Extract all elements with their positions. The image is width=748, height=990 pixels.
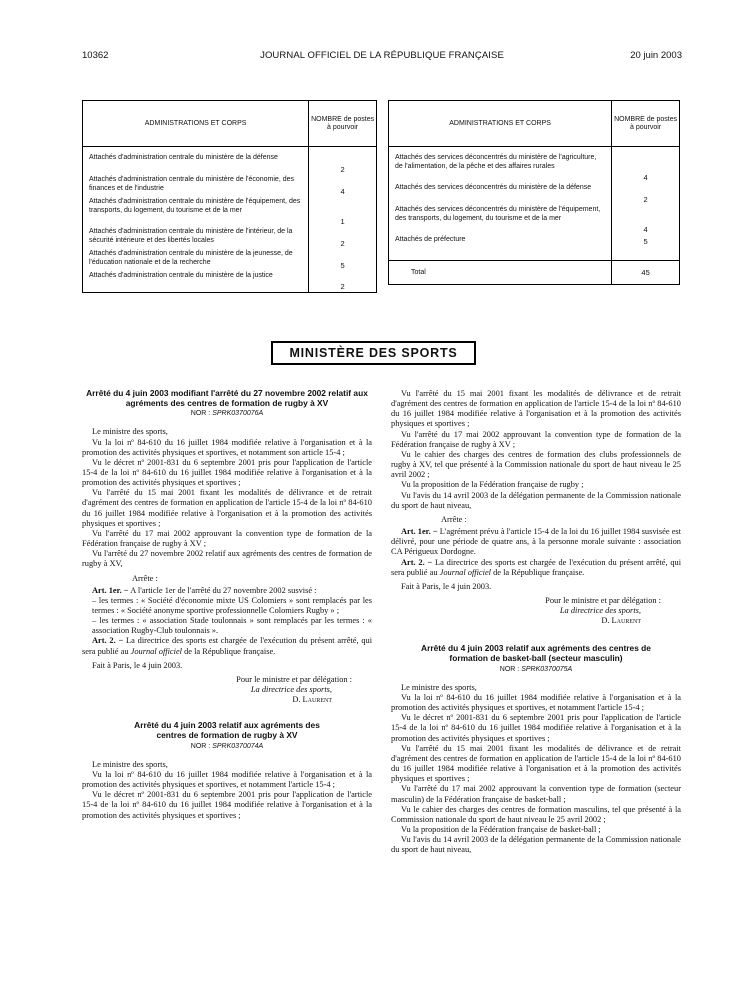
total-label: Total bbox=[389, 261, 612, 285]
decree-title: Arrêté du 4 juin 2003 modifiant l'arrêté du 27 novembre 2002 relatif aux agréments des centres de formation de rugby à XV bbox=[86, 388, 368, 408]
arrete-label: Arrête : bbox=[132, 573, 158, 583]
table-row-name: Attachés d'administration centrale du ministère de l'économie, des finances et de l'industrie bbox=[83, 175, 309, 197]
ministry-banner: MINISTÈRE DES SPORTS bbox=[271, 341, 476, 365]
col-header-administrations: ADMINISTRATIONS ET CORPS bbox=[83, 101, 309, 147]
table-row-count: 5 bbox=[612, 235, 680, 247]
article-2: Art. 2. − La directrice des sports est chargée de l'exécution du présent arrêté, qui sera publié au Journal officiel de la République française. bbox=[82, 636, 373, 656]
date-line: Fait à Paris, le 4 juin 2003. bbox=[92, 660, 183, 670]
decree-title: Arrêté du 4 juin 2003 relatif aux agréments des centres de formation de rugby à XV bbox=[134, 720, 320, 740]
table-row-count: 4 bbox=[612, 205, 680, 235]
paragraph: Vu la loi nº 84-610 du 16 juillet 1984 modifiée relative à l'organisation et à la promotion des activités physiques et sportives, et notamment l'article 15-4 ; bbox=[82, 769, 372, 790]
paragraph: Vu la loi nº 84-610 du 16 juillet 1984 modifiée relative à l'organisation et à la promotion des activités physiques et sportives, et notamment l'article 15-4 ; bbox=[391, 692, 681, 713]
table-row-name: Attachés des services déconcentrés du ministère de l'agriculture, de l'alimentation, de la pêche et des affaires rurales bbox=[389, 153, 612, 183]
issue-date: 20 juin 2003 bbox=[630, 50, 682, 61]
paragraph: Vu le cahier des charges des centres de formation masculins, tel que présenté à la Commission nationale du sport de haut niveau le 25 avril 2002 ; bbox=[391, 804, 681, 824]
arrete-label: Arrête : bbox=[441, 514, 467, 524]
right-text-column bbox=[391, 389, 681, 855]
paragraph: Vu le décret nº 2001-831 du 6 septembre 2001 pris pour l'application de l'article 15-4 de la loi nº 84-610 du 16 juillet 1984 modifiée relative à l'organisation et à la promotion des activités physiques et sportives ; bbox=[82, 790, 372, 820]
paragraph: Vu la loi nº 84-610 du 16 juillet 1984 modifiée relative à l'organisation et à la promotion des activités physiques et sportives, et notamment son article 15-4 ; bbox=[82, 437, 372, 457]
col-header-administrations: ADMINISTRATIONS ET CORPS bbox=[389, 101, 612, 147]
nor-reference: NOR : SPRK0370076A bbox=[190, 410, 264, 418]
paragraph: Vu le cahier des charges des centres de formation des clubs professionnels de rugby à XV, tel que présenté à la Commission nationale du sport de haut niveau le 25 avril 2002 ; bbox=[391, 449, 681, 480]
paragraph: Vu l'avis du 14 avril 2003 de la délégation permanente de la Commission nationale du sport de haut niveau, bbox=[391, 490, 681, 510]
table-row-count: 2 bbox=[309, 271, 377, 293]
nor-reference: NOR : SPRK0370075A bbox=[499, 665, 573, 673]
paragraph: Vu la proposition de la Fédération française de basket-ball ; bbox=[401, 824, 601, 834]
total-value: 45 bbox=[612, 261, 680, 285]
table-row-name: Attachés d'administration centrale du ministère de la défense bbox=[83, 153, 309, 175]
signature-role: La directrice des sports, bbox=[250, 685, 332, 695]
paragraph: Vu l'arrêté du 15 mai 2001 fixant les modalités de délivrance et de retrait d'agrément des centres de formation en application de l'article 15-4 de la loi nº 84-610 du 16 juillet 1984 modifiée relative à l'organisation et à la promotion des activités physiques et sportives ; bbox=[391, 389, 681, 429]
decree-title: Arrêté du 4 juin 2003 relatif aux agréments des centres de formation de basket-ball (secteur masculin) bbox=[421, 643, 651, 664]
table-row-name: Attachés des services déconcentrés du ministère de la défense bbox=[389, 183, 612, 205]
article-2: Art. 2. − La directrice des sports est chargée de l'exécution du présent arrêté, qui sera publié au Journal officiel de la République française. bbox=[391, 557, 682, 577]
posts-table-left bbox=[82, 100, 377, 293]
paragraph: Le ministre des sports, bbox=[92, 759, 168, 769]
table-row-name: Attachés d'administration centrale du ministère de la jeunesse, de l'éducation nationale et de la recherche bbox=[83, 249, 309, 271]
paragraph: Vu l'arrêté du 17 mai 2002 approuvant la convention type de formation de la Fédération française de rugby à XV ; bbox=[82, 528, 372, 549]
page-header bbox=[82, 50, 682, 64]
table-row-count: 2 bbox=[309, 153, 377, 175]
signature-line: Pour le ministre et par délégation : bbox=[545, 595, 661, 605]
paragraph: Vu l'avis du 14 avril 2003 de la délégation permanente de la Commission nationale du sport de haut niveau, bbox=[391, 835, 681, 855]
paragraph: Vu le décret nº 2001-831 du 6 septembre 2001 pris pour l'application de l'article 15-4 de la loi nº 84-610 du 16 juillet 1984 modifiée relative à l'organisation et à la promotion des activités physiques et sportives ; bbox=[391, 713, 681, 743]
table-row-name: Attachés des services déconcentrés du ministère de l'équipement, des transports, du logement, du tourisme et de la mer bbox=[389, 205, 612, 235]
paragraph: Vu l'arrêté du 17 mai 2002 approuvant la convention type de formation (secteur masculin) de la Fédération française de basket-ball ; bbox=[391, 784, 681, 804]
paragraph: Vu le décret nº 2001-831 du 6 septembre 2001 pris pour l'application de l'article 15-4 de la loi nº 84-610 du 16 juillet 1984 modifiée relative à l'organisation et à la promotion des activités physiques et sportives ; bbox=[82, 457, 372, 488]
table-row-count: 4 bbox=[309, 175, 377, 197]
article-1: Art. 1er. − L'agrément prévu à l'article 15-4 de la loi du 16 juillet 1984 susvisée est délivré, pour une période de quatre ans, à la personne morale suivante : association CA Périgueux Dordogne. bbox=[391, 527, 681, 557]
paragraph: Vu la proposition de la Fédération française de rugby ; bbox=[401, 480, 584, 490]
amendment-item: – les termes : « association Stade toulonnais » sont remplacés par les termes : « association Rugby-Club toulonnais ». bbox=[92, 616, 372, 636]
table-row-name: Attachés d'administration centrale du ministère de l'intérieur, de la sécurité intérieure et des libertés locales bbox=[83, 227, 309, 249]
signature-name: D. Laurent bbox=[292, 695, 332, 705]
date-line: Fait à Paris, le 4 juin 2003. bbox=[401, 581, 492, 591]
signature-line: Pour le ministre et par délégation : bbox=[236, 674, 352, 684]
table-row-count: 5 bbox=[309, 249, 377, 271]
table-row-count: 4 bbox=[612, 153, 680, 183]
paragraph: Vu l'arrêté du 15 mai 2001 fixant les modalités de délivrance et de retrait d'agrément des centres de formation en application de l'article 15-4 de la loi nº 84-610 du 16 juillet 1984 modifiée relative à l'organisation et à la promotion des activités physiques et sportives ; bbox=[391, 743, 681, 784]
table-row-count: 1 bbox=[309, 197, 377, 227]
amendment-item: – les termes : « Société d'économie mixte US Colomiers » sont remplacés par les termes : « Société anonyme sportive professionnelle Colomiers Rugby » ; bbox=[92, 595, 372, 615]
table-row-count: 2 bbox=[612, 183, 680, 205]
paragraph: Le ministre des sports, bbox=[92, 427, 168, 437]
paragraph: Vu l'arrêté du 17 mai 2002 approuvant la convention type de formation de la Fédération française de rugby à XV ; bbox=[391, 429, 681, 449]
journal-title: JOURNAL OFFICIEL DE LA RÉPUBLIQUE FRANÇAISE bbox=[260, 50, 504, 61]
col-header-count: NOMBRE de postes à pourvoir bbox=[612, 101, 680, 147]
nor-reference: NOR : SPRK0370074A bbox=[190, 742, 264, 750]
col-header-count: NOMBRE de postes à pourvoir bbox=[309, 101, 377, 147]
article-1: Art. 1er. − A l'article 1er de l'arrêté du 27 novembre 2002 susvisé : bbox=[92, 585, 317, 595]
table-row-name: Attachés de préfecture bbox=[389, 235, 612, 247]
left-text-column bbox=[82, 389, 372, 821]
signature-name: D. Laurent bbox=[601, 616, 641, 626]
paragraph: Vu l'arrêté du 27 novembre 2002 relatif aux agréments des centres de formation de rugby à XV, bbox=[82, 549, 372, 569]
table-row-count: 2 bbox=[309, 227, 377, 249]
paragraph: Le ministre des sports, bbox=[401, 682, 477, 692]
table-row-name: Attachés d'administration centrale du ministère de l'équipement, des transports, du logement, du tourisme et de la mer bbox=[83, 197, 309, 227]
table-row-name: Attachés d'administration centrale du ministère de la justice bbox=[83, 271, 309, 293]
posts-table-right bbox=[388, 100, 680, 285]
page-number: 10362 bbox=[82, 50, 109, 61]
paragraph: Vu l'arrêté du 15 mai 2001 fixant les modalités de délivrance et de retrait d'agrément des centres de formation en application de l'article 15-4 de la loi nº 84-610 du 16 juillet 1984 modifiée relative à l'organisation et à la promotion des activités physiques et sportives ; bbox=[82, 488, 372, 528]
signature-role: La directrice des sports, bbox=[559, 606, 641, 616]
